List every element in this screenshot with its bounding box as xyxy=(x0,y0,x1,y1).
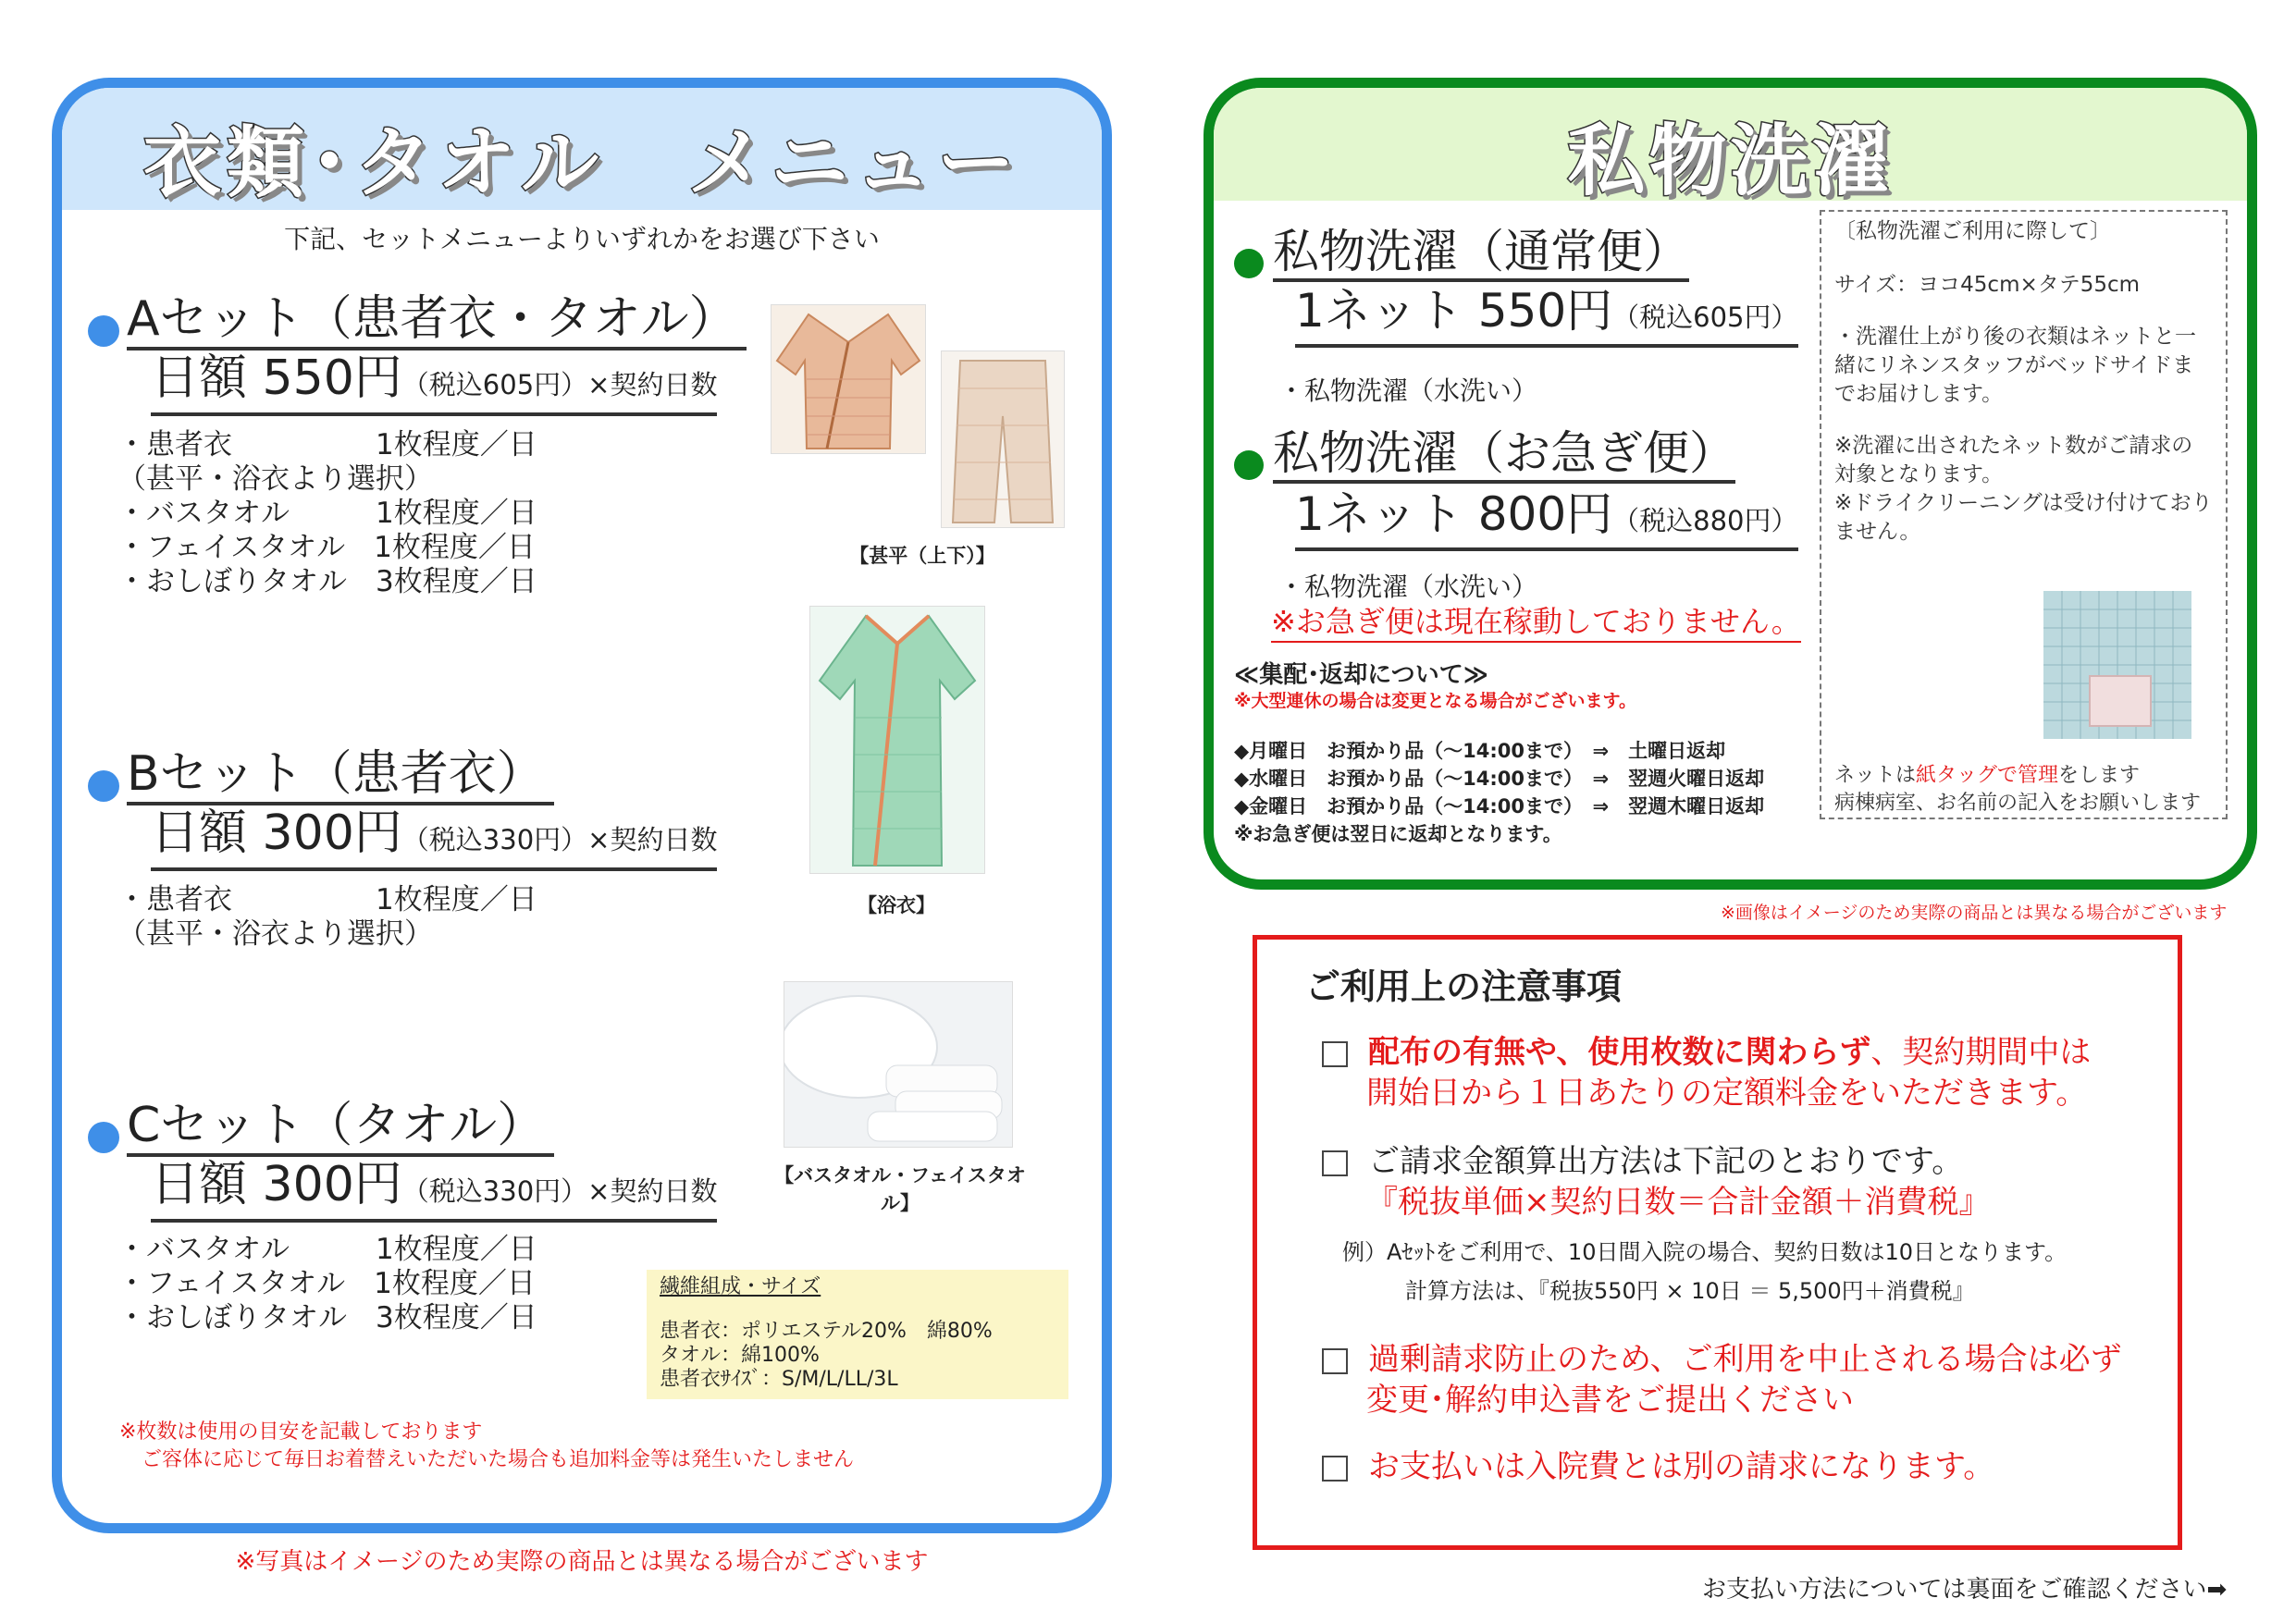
towel-image xyxy=(784,981,1013,1148)
notes-item-1-line-2: 開始日から１日あたりの定額料金をいただきます。 xyxy=(1366,1075,2088,1112)
set-c-price-tax: （税込330円） xyxy=(401,1175,588,1207)
info-heading: 〔私物洗濯ご利用に際して〕 xyxy=(1834,219,2111,243)
jinbei-top-image xyxy=(771,304,926,454)
fabric-line-1: 患者衣：ポリエステル20% 綿80% xyxy=(660,1320,993,1343)
pickup-schedule: ◆月曜日 お預かり品（～14:00まで） ⇒ 土曜日返却 ◆水曜日 お預かり品（～14:00まで） ⇒ 翌週火曜日返却 ◆金曜日 お預かり品（～14:00まで） ⇒ 翌週木曜日返却 ※お急ぎ便は翌日に返却となります。 xyxy=(1234,740,1765,845)
green-dot-icon xyxy=(1234,249,1264,278)
bullet-dot-icon xyxy=(88,1122,119,1153)
net-tag-highlight: 紙タッグで管理 xyxy=(1916,764,2059,787)
notes-item-1-emphasis: 配布の有無や、使用枚数に関わらず xyxy=(1368,1034,1871,1071)
laundry-title: 私物洗濯 xyxy=(1567,116,1894,206)
set-a-price-suffix: ×契約日数 xyxy=(587,369,718,400)
laundry-header xyxy=(1214,88,2247,206)
notes-item-1 xyxy=(1322,1032,2154,1113)
notes-item-4 xyxy=(1322,1446,2154,1487)
normal-service-title-row xyxy=(1234,225,1689,278)
quantity-note: ※枚数は使用の目安を記載しております xyxy=(119,1420,483,1444)
normal-service-name: 私物洗濯（通常便） xyxy=(1273,225,1689,282)
pickup-title: ≪集配･返却について≫ xyxy=(1234,661,1488,689)
set-b-price xyxy=(151,805,717,871)
express-price-main: 1ネット 800円 xyxy=(1295,487,1613,541)
set-b-price-suffix: ×契約日数 xyxy=(587,824,718,855)
towel-caption: 【バスタオル・フェイスタオル】 xyxy=(774,1164,1026,1214)
set-b-title-row xyxy=(88,746,554,802)
set-c-price-suffix: ×契約日数 xyxy=(587,1175,718,1207)
info-billing: ※洗濯に出されたネット数がご請求の対象となります。 xyxy=(1834,434,2193,486)
bullet-dot-icon xyxy=(88,770,119,802)
fabric-line-3: 患者衣ｻｲｽﾞ：S/M/L/LL/3L xyxy=(660,1368,898,1391)
usage-notes-box xyxy=(1253,935,2182,1550)
notes-item-2-formula: 『税抜単価×契約日数＝合計金額＋消費税』 xyxy=(1366,1184,1991,1221)
laundry-panel xyxy=(1204,78,2257,890)
checkbox-icon xyxy=(1322,1456,1348,1482)
checkbox-icon xyxy=(1322,1150,1348,1176)
set-b-price-tax: （税込330円） xyxy=(401,824,588,855)
express-service-price xyxy=(1295,487,1798,551)
net-tag-suffix: をします xyxy=(2058,764,2141,787)
menu-title: 衣類･タオル メニュー xyxy=(142,117,1020,208)
fabric-size-box xyxy=(647,1270,1068,1399)
normal-price-main: 1ネット 550円 xyxy=(1295,284,1613,338)
normal-service-price xyxy=(1295,284,1798,348)
info-delivery: ・洗濯仕上がり後の衣類はネットと一緒にリネンスタッフがベッドサイドまでお届けします。 xyxy=(1834,325,2196,406)
pickup-holiday-note: ※大型連休の場合は変更となる場合がございます。 xyxy=(1234,691,1636,711)
express-unavailable-warning: ※お急ぎ便は現在稼動しておりません。 xyxy=(1271,598,1801,643)
checkbox-icon xyxy=(1322,1041,1348,1067)
notes-example-line-2: 計算方法は、『税抜550円 × 10日 ＝ 5,500円＋消費税』 xyxy=(1405,1278,1975,1304)
set-b-price-main: 日額 300円 xyxy=(151,805,402,861)
jinbei-caption: 【甚平（上下）】 xyxy=(849,545,995,567)
net-tag-prefix: ネットは xyxy=(1834,764,1917,787)
express-service-name: 私物洗濯（お急ぎ便） xyxy=(1273,426,1735,484)
info-no-dry-cleaning: ※ドライクリーニングは受け付けておりません。 xyxy=(1834,491,2213,544)
notes-item-3-line-1: 過剰請求防止のため、ご利用を中止される場合は必ず xyxy=(1368,1341,2122,1378)
net-tag-name-note: 病棟病室、お名前の記入をお願いします xyxy=(1834,792,2202,815)
notes-item-4-text: お支払いは入院費とは別の請求になります。 xyxy=(1368,1448,1995,1485)
clothing-towel-menu-panel xyxy=(52,78,1112,1533)
set-a-items: ・患者衣 1枚程度／日 （甚平・浴衣より選択） ・バスタオル 1枚程度／日 ・フェイスタオル 1枚程度／日 ・おしぼりタオル 3枚程度／日 xyxy=(117,428,537,598)
no-extra-charge-note: ご容体に応じて毎日お着替えいただいた場合も追加料金等は発生いたしません xyxy=(142,1448,855,1471)
green-dot-icon xyxy=(1234,450,1264,480)
set-b-name: Bセット（患者衣） xyxy=(127,746,554,805)
menu-subtitle: 下記、セットメニューよりいずれかをお選び下さい xyxy=(284,224,880,254)
notes-item-3-line-2: 変更･解約申込書をご提出ください xyxy=(1366,1382,1854,1419)
set-c-title-row xyxy=(88,1098,554,1153)
yukata-caption: 【浴衣】 xyxy=(858,894,935,916)
laundry-info-box xyxy=(1820,210,2228,819)
set-c-items: ・バスタオル 1枚程度／日 ・フェイスタオル 1枚程度／日 ・おしぼりタオル 3枚程度／日 xyxy=(117,1233,537,1334)
express-price-tax: （税込880円） xyxy=(1612,505,1798,536)
notes-item-3 xyxy=(1322,1339,2154,1420)
set-a-price-tax: （税込605円） xyxy=(401,369,588,400)
notes-item-2 xyxy=(1322,1141,2154,1223)
express-service-title-row xyxy=(1234,426,1735,480)
bullet-dot-icon xyxy=(88,315,119,347)
image-disclaimer: ※画像はイメージのため実際の商品とは異なる場合がございます xyxy=(1721,903,2228,923)
set-b-items: ・患者衣 1枚程度／日 （甚平・浴衣より選択） xyxy=(117,883,537,951)
notes-item-1-rest: 、契約期間中は xyxy=(1870,1034,2092,1071)
laundry-net-image xyxy=(2043,591,2191,739)
normal-price-tax: （税込605円） xyxy=(1612,301,1798,333)
fabric-line-2: タオル：綿100% xyxy=(660,1344,820,1367)
payment-method-footer: お支払い方法については裏面をご確認ください➡ xyxy=(1702,1576,2228,1604)
fabric-title: 繊維組成・サイズ xyxy=(660,1275,821,1298)
checkbox-icon xyxy=(1322,1348,1348,1374)
express-service-desc: ・私物洗濯（水洗い） xyxy=(1278,572,1538,602)
set-c-name: Cセット（タオル） xyxy=(127,1098,554,1157)
set-a-name: Aセット（患者衣・タオル） xyxy=(127,291,747,350)
set-a-title-row xyxy=(88,291,747,347)
yukata-image xyxy=(809,606,985,874)
set-c-price xyxy=(151,1157,717,1223)
notes-title: ご利用上の注意事項 xyxy=(1305,966,1623,1007)
normal-service-desc: ・私物洗濯（水洗い） xyxy=(1278,375,1538,406)
net-tag-note xyxy=(1834,763,2140,789)
notes-example-line-1: 例）Aｾｯﾄをご利用で、10日間入院の場合、契約日数は10日となります。 xyxy=(1342,1239,2068,1265)
photo-disclaimer: ※写真はイメージのため実際の商品とは異なる場合がございます xyxy=(235,1548,929,1576)
set-c-price-main: 日額 300円 xyxy=(151,1157,402,1212)
menu-header xyxy=(62,88,1102,210)
set-a-price-main: 日額 550円 xyxy=(151,350,402,406)
jinbei-pants-image xyxy=(941,350,1065,528)
info-size: サイズ：ヨコ45cm×タテ55cm xyxy=(1834,273,2141,297)
notes-item-2-line-1: ご請求金額算出方法は下記のとおりです。 xyxy=(1368,1143,1964,1180)
set-a-price xyxy=(151,350,717,416)
